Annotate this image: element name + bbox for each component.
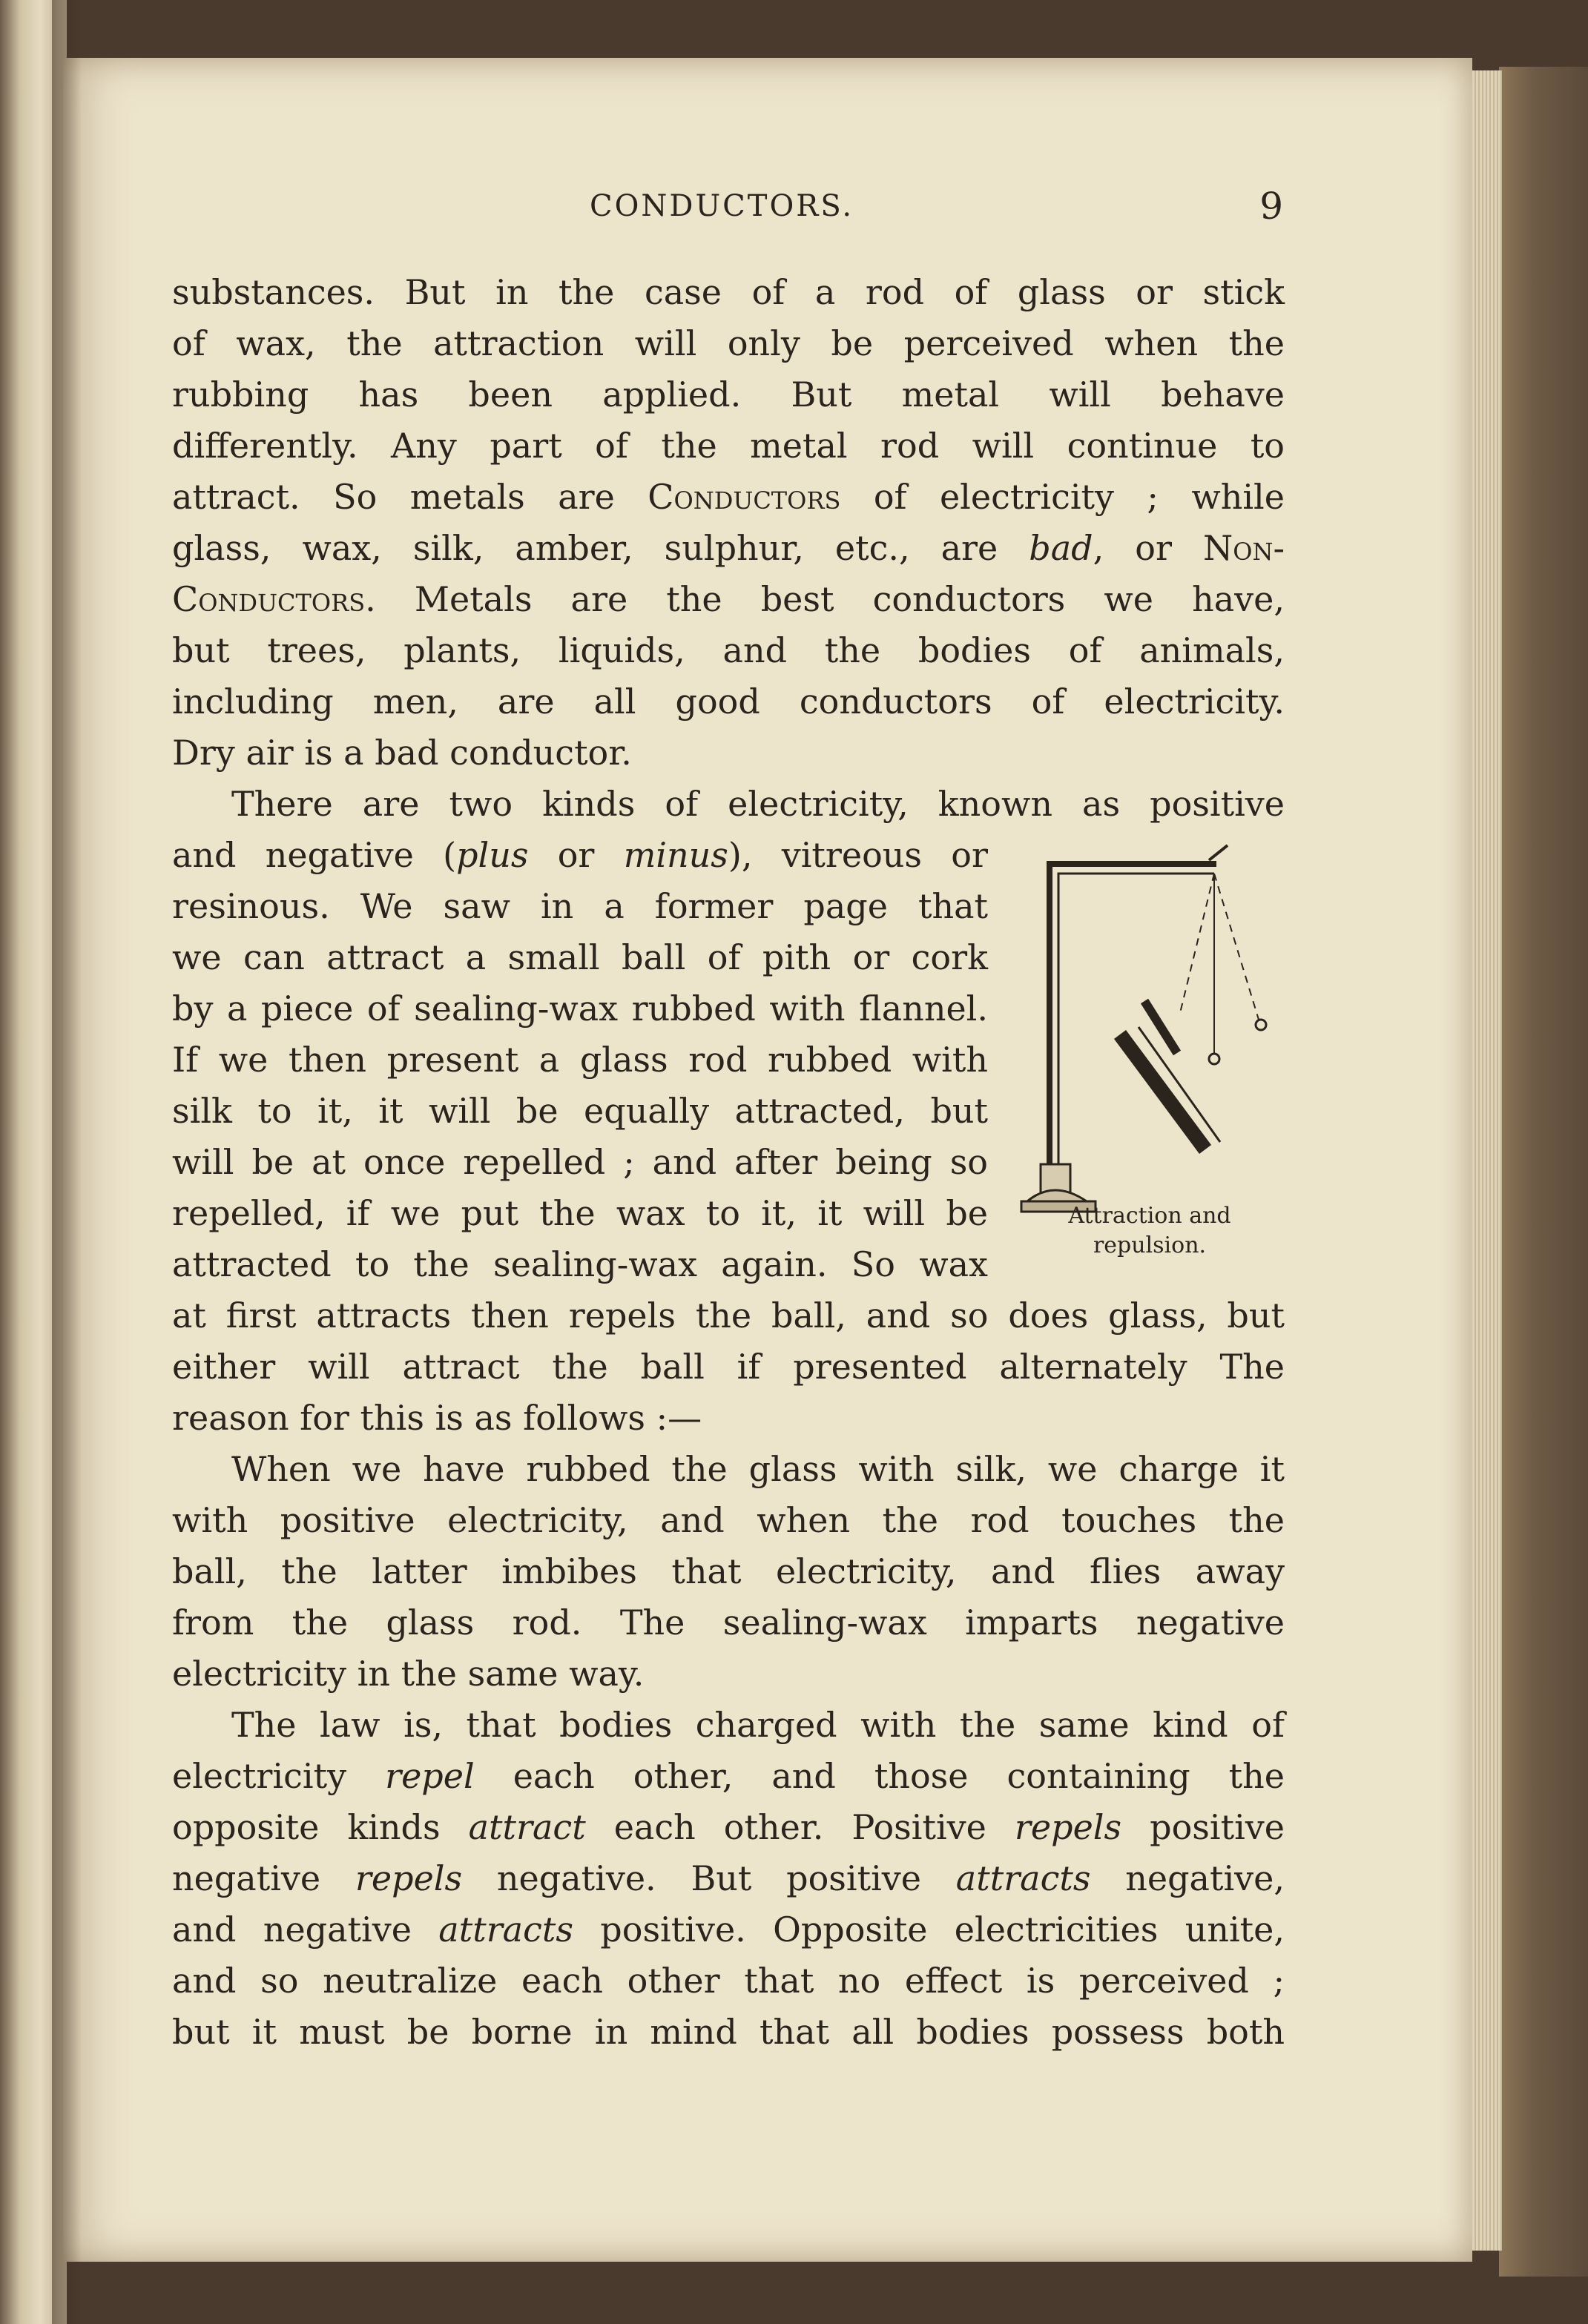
paragraph-1 <box>172 267 1285 779</box>
page-number: 9 <box>1259 185 1283 228</box>
text-line: of wax, the attraction will only be perceived when the <box>172 323 1285 363</box>
text-line: There are two kinds of electricity, known as positive <box>231 784 1285 824</box>
text-line: If we then present a glass rod rubbed with <box>172 1040 988 1080</box>
figure-caption <box>1031 1201 1268 1261</box>
text-line: from the glass rod. The sealing-wax imparts negative <box>172 1602 1285 1643</box>
running-head: CONDUCTORS. <box>590 189 854 223</box>
text-line: attract. So metals are Conductors of electricity ; while <box>172 477 1285 517</box>
caption-line: Attraction and <box>1068 1203 1231 1229</box>
text-line: attracted to the sealing-wax again. So wax <box>172 1244 988 1284</box>
text-line: The law is, that bodies charged with the same kind of <box>231 1705 1285 1745</box>
text-line: by a piece of sealing-wax rubbed with flannel. <box>172 988 988 1029</box>
italic-repel: repel <box>385 1756 475 1796</box>
pith-ball-apparatus-drawing <box>1020 831 1272 1216</box>
text-line: rubbing has been applied. But metal will behave <box>172 374 1285 415</box>
text-line: but trees, plants, liquids, and the bodies of animals, <box>172 630 1285 670</box>
text-line: with positive electricity, and when the rod touches the <box>172 1500 1285 1540</box>
page-header <box>171 185 1283 234</box>
text-line: Conductors. Metals are the best conductors we have, <box>172 579 1285 619</box>
text-line: will be at once repelled ; and after being so <box>172 1142 988 1182</box>
text-line: and so neutralize each other that no effect is perceived ; <box>172 1961 1285 2001</box>
italic-attracts-2: attracts <box>438 1909 573 1950</box>
text-line: silk to it, it will be equally attracted, but <box>172 1091 988 1131</box>
term-non: Non- <box>1202 528 1285 568</box>
italic-plus: plus <box>456 835 529 875</box>
text-line: electricity in the same way. <box>172 1654 645 1694</box>
text-line: Dry air is a bad conductor. <box>172 733 632 773</box>
italic-repels: repels <box>1014 1807 1122 1847</box>
text-line: and negative (plus or minus), vitreous or <box>172 835 988 875</box>
italic-minus: minus <box>623 835 728 875</box>
text-line: and negative attracts positive. Opposite electricities unite, <box>172 1909 1285 1950</box>
term-conductors-2: Conductors <box>172 579 366 619</box>
text-line: repelled, if we put the wax to it, it will be <box>172 1193 988 1233</box>
text-line: glass, wax, silk, amber, sulphur, etc., are bad, or Non- <box>172 528 1285 568</box>
italic-repels-2: repels <box>355 1858 463 1898</box>
paragraph-4 <box>172 1700 1285 2058</box>
page-stack-edge <box>1472 70 1502 2251</box>
text-line: substances. But in the case of a rod of glass or stick <box>172 272 1285 312</box>
italic-attract: attract <box>468 1807 586 1847</box>
term-conductors: Conductors <box>648 477 841 517</box>
text-line: When we have rubbed the glass with silk, we charge it <box>231 1449 1285 1489</box>
text-line: opposite kinds attract each other. Positive repels positive <box>172 1807 1285 1847</box>
text-line: including men, are all good conductors of electricity. <box>172 681 1285 722</box>
book-gutter <box>52 0 82 2324</box>
text-line: reason for this is as follows :— <box>172 1398 702 1438</box>
italic-bad: bad <box>1029 528 1093 568</box>
italic-attracts: attracts <box>955 1858 1091 1898</box>
text-line: electricity repel each other, and those containing the <box>172 1756 1285 1796</box>
text-line: but it must be borne in mind that all bodies possess both <box>172 2012 1285 2052</box>
text-line: ball, the latter imbibes that electricity, and flies away <box>172 1551 1285 1591</box>
text-line: resinous. We saw in a former page that <box>172 886 988 926</box>
text-line: either will attract the ball if presented alternately The <box>172 1347 1285 1387</box>
book-cover-edge <box>1499 67 1588 2277</box>
text-line: negative repels negative. But positive attracts negative, <box>172 1858 1285 1898</box>
text-line: differently. Any part of the metal rod will continue to <box>172 426 1285 466</box>
text-line: at first attracts then repels the ball, and so does glass, but <box>172 1295 1285 1336</box>
text-line: we can attract a small ball of pith or cork <box>172 937 988 977</box>
caption-line: repulsion. <box>1093 1232 1207 1258</box>
paragraph-3 <box>172 1444 1285 1700</box>
